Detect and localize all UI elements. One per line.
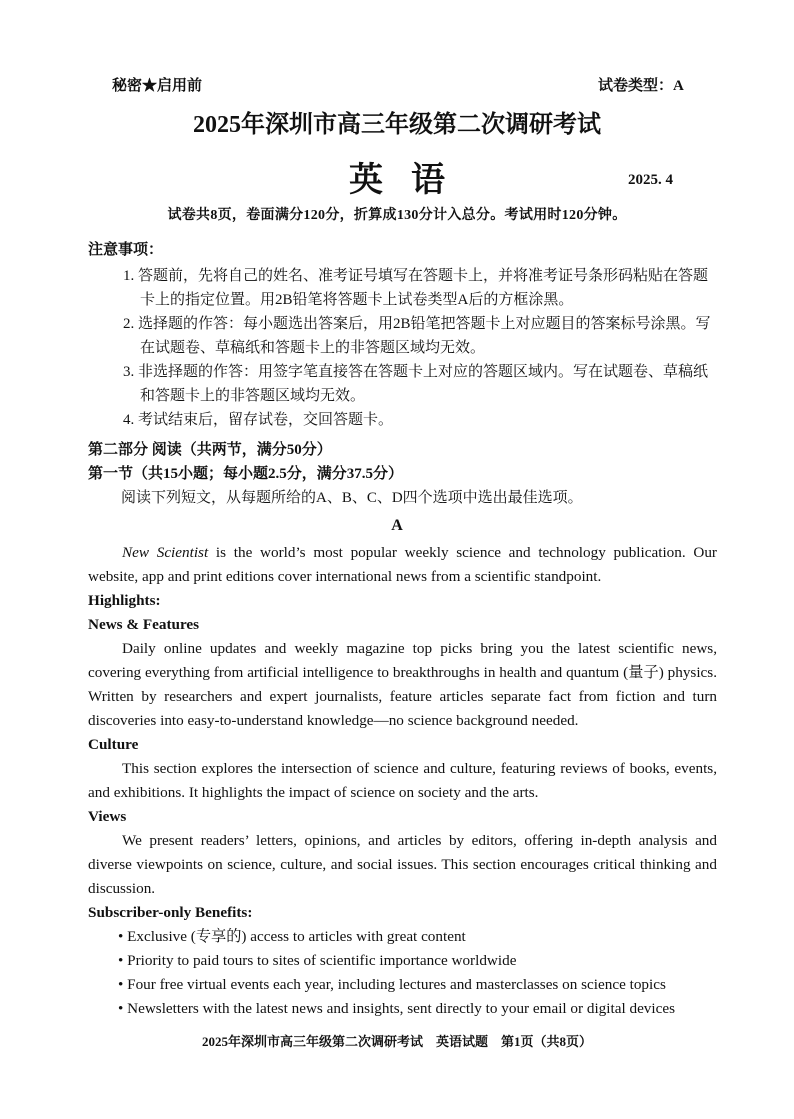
notice-item: 2. 选择题的作答：每小题选出答案后，用2B铅笔把答题卡上对应题目的答案标号涂黑。写在试题卷、草稿纸和答题卡上的非答题区域均无效。 [123, 316, 711, 356]
section-title: 第一节（共15小题；每小题2.5分，满分37.5分） [88, 466, 404, 482]
part-section [88, 438, 720, 510]
benefits-list [88, 925, 717, 1021]
notice-item: 1. 答题前，先将自己的姓名、准考证号填写在答题卡上，并将准考证号条形码粘贴在答题卡上的指定位置。用2B铅笔将答题卡上试卷类型A后的方框涂黑。 [123, 268, 709, 308]
benefits-heading: Subscriber-only Benefits: [88, 904, 253, 921]
exam-title: 2025年深圳市高三年级第二次调研考试 [193, 112, 601, 138]
news-text: Daily online updates and weekly magazine top picks bring you the latest scientific news, covering everything from artificial intelligence to breakthroughs in health and quantum (量子) physics. Written by researchers and expert journalists, feature articles separate fact from fiction and turn discoveries into easy-to-understand knowledge—no science background needed. [88, 640, 717, 729]
intro-text: is the world’s most popular weekly science and technology publication. Our website, app and print editions cover international news from a scientific standpoint. [88, 544, 717, 585]
subject-title: 英语 [349, 162, 473, 199]
benefit-item: • Newsletters with the latest news and insights, sent directly to your email or digital devices [118, 997, 717, 1021]
highlights-heading: Highlights: [88, 592, 161, 609]
exam-date: 2025. 4 [628, 172, 673, 188]
views-heading: Views [88, 808, 127, 825]
notice-item: 3. 非选择题的作答：用签字笔直接答在答题卡上对应的答题区域内。写在试题卷、草稿纸和答题卡上的非答题区域均无效。 [123, 364, 709, 404]
notice-heading: 注意事项： [88, 242, 164, 258]
benefit-item: • Priority to paid tours to sites of scientific importance worldwide [118, 949, 717, 973]
benefit-item: • Four free virtual events each year, including lectures and masterclasses on science topics [118, 973, 717, 997]
passage-label: A [391, 517, 403, 534]
news-heading: News & Features [88, 616, 200, 633]
confidential-label: 秘密★启用前 [112, 78, 203, 94]
views-text: We present readers’ letters, opinions, and articles by editors, offering in-depth analysis and diverse viewpoints on science, culture, and social issues. This section encourages critical thinking and discussion. [88, 832, 717, 897]
culture-heading: Culture [88, 736, 139, 753]
exam-intro: 试卷共8页，卷面满分120分，折算成130分计入总分。考试用时120分钟。 [167, 208, 627, 223]
page-footer: 2025年深圳市高三年级第二次调研考试 英语试题 第1页（共8页） [201, 1034, 592, 1049]
section-instruction: 阅读下列短文，从每题所给的A、B、C、D四个选项中选出最佳选项。 [121, 490, 583, 506]
passage-intro [88, 541, 717, 589]
publication-name: New Scientist [122, 544, 209, 561]
benefit-item: • Exclusive (专享的) access to articles with great content [118, 925, 717, 949]
passage-body [88, 541, 717, 1021]
part-title: 第二部分 阅读（共两节，满分50分） [88, 442, 332, 458]
notice-item: 4. 考试结束后，留存试卷，交回答题卡。 [123, 412, 394, 428]
notice-section [88, 238, 720, 432]
culture-text: This section explores the intersection of science and culture, featuring reviews of books, events, and exhibitions. It highlights the impact of science on society and the arts. [88, 760, 717, 801]
paper-type-label: 试卷类型：A [598, 78, 684, 94]
